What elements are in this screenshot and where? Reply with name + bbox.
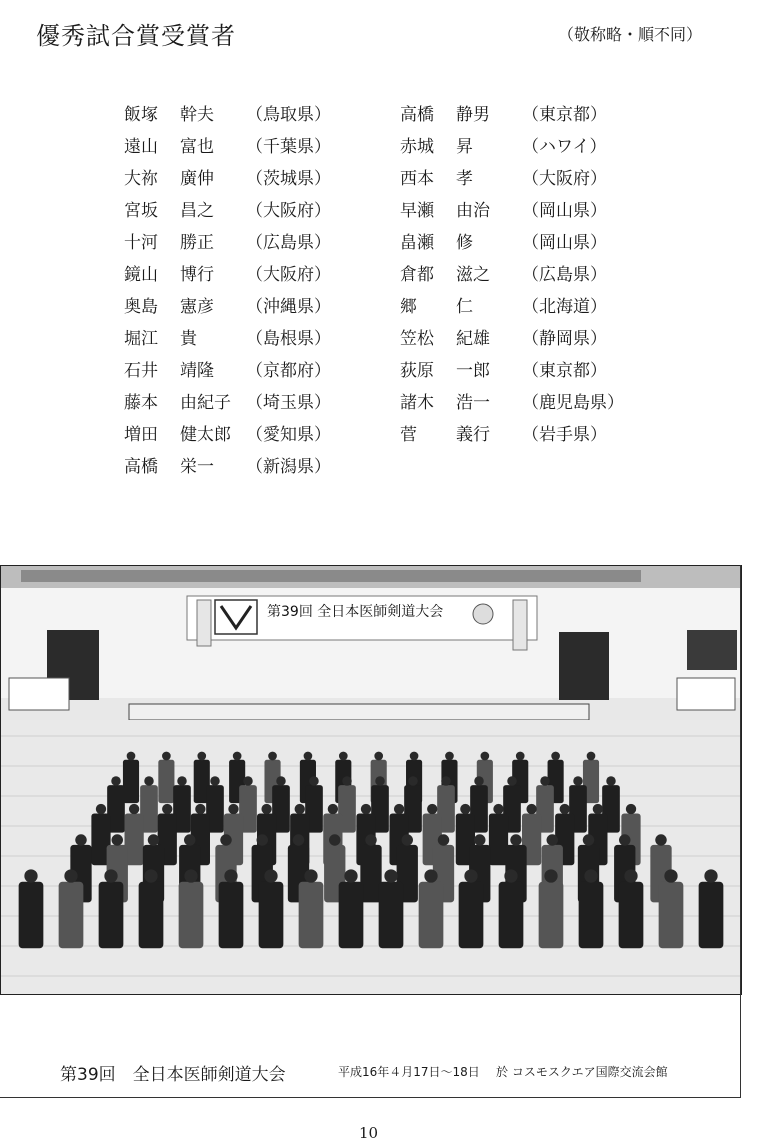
given-name: 昌之: [180, 200, 214, 221]
prefecture: （岡山県）: [522, 200, 607, 221]
right-door: [559, 632, 609, 700]
person-head: [516, 752, 525, 761]
person-head: [606, 776, 616, 786]
person-head: [184, 834, 195, 845]
family-name: 高橋: [124, 456, 158, 477]
list-item: [400, 384, 624, 416]
person-head: [148, 834, 159, 845]
person-head: [304, 869, 317, 882]
photo-caption-event: 第39回 全日本医師剣道大会: [60, 1065, 286, 1085]
person-head: [24, 869, 37, 882]
person-body: [219, 882, 244, 949]
person-head: [410, 752, 419, 761]
photo-caption-dates: 平成16年４月17日～18日: [338, 1065, 480, 1079]
person-head: [441, 776, 451, 786]
person-body: [139, 882, 164, 949]
person-head: [127, 752, 136, 761]
judges-table: [129, 704, 589, 720]
person-head: [295, 804, 305, 814]
list-item: [124, 448, 331, 480]
person-head: [344, 869, 357, 882]
given-name: 滋之: [456, 264, 490, 285]
person-head: [342, 776, 352, 786]
awardee-list-right: [400, 96, 624, 448]
family-name: 大祢: [124, 168, 158, 189]
person-body: [179, 882, 204, 949]
family-name: 諸木: [400, 392, 434, 413]
person-head: [111, 776, 121, 786]
list-item: [124, 224, 331, 256]
banner-circle-mark: [473, 604, 493, 624]
person-head: [177, 776, 187, 786]
person-head: [587, 752, 596, 761]
given-name: 義行: [456, 424, 490, 445]
family-name: 石井: [124, 360, 158, 381]
person-head: [504, 869, 517, 882]
list-item: [124, 352, 331, 384]
awardee-list-left: [124, 96, 331, 480]
given-name: 修: [456, 232, 473, 253]
prefecture: （島根県）: [246, 328, 331, 349]
family-name: 藤本: [124, 392, 158, 413]
person-head: [460, 804, 470, 814]
person-head: [664, 869, 677, 882]
person-head: [544, 869, 557, 882]
whiteboard-right: [677, 678, 735, 710]
given-name: 富也: [180, 136, 214, 157]
person-head: [365, 834, 376, 845]
person-head: [268, 752, 277, 761]
prefecture: （新潟県）: [246, 456, 331, 477]
person-body: [339, 882, 364, 949]
person-head: [210, 776, 220, 786]
given-name: 靖隆: [180, 360, 214, 381]
prefecture: （千葉県）: [246, 136, 331, 157]
prefecture: （愛知県）: [246, 424, 331, 445]
person-head: [424, 869, 437, 882]
given-name: 一郎: [456, 360, 490, 381]
person-head: [402, 834, 413, 845]
person-head: [510, 834, 521, 845]
person-head: [233, 752, 242, 761]
person-head: [626, 804, 636, 814]
person-head: [328, 804, 338, 814]
prefecture: （大阪府）: [246, 264, 331, 285]
prefecture: （広島県）: [522, 264, 607, 285]
person-head: [375, 776, 385, 786]
person-head: [619, 834, 630, 845]
person-head: [474, 776, 484, 786]
family-name: 笠松: [400, 328, 434, 349]
prefecture: （大阪府）: [246, 200, 331, 221]
prefecture: （沖縄県）: [246, 296, 331, 317]
given-name: 由紀子: [180, 392, 231, 413]
person-head: [104, 869, 117, 882]
person-head: [112, 834, 123, 845]
person-head: [243, 776, 253, 786]
person-body: [99, 882, 124, 949]
family-name: 増田: [124, 424, 158, 445]
prefecture: （茨城県）: [246, 168, 331, 189]
prefecture: （鳥取県）: [246, 104, 331, 125]
person-body: [299, 882, 324, 949]
family-name: 郷: [400, 296, 417, 317]
person-head: [129, 804, 139, 814]
person-head: [264, 869, 277, 882]
given-name: 由治: [456, 200, 490, 221]
family-name: 飯塚: [124, 104, 158, 125]
person-head: [394, 804, 404, 814]
person-head: [144, 869, 157, 882]
person-head: [573, 776, 583, 786]
person-head: [560, 804, 570, 814]
family-name: 十河: [124, 232, 158, 253]
person-head: [64, 869, 77, 882]
given-name: 博行: [180, 264, 214, 285]
person-head: [655, 834, 666, 845]
frame-line: [740, 565, 741, 1098]
list-item: [124, 256, 331, 288]
person-head: [408, 776, 418, 786]
person-head: [261, 804, 271, 814]
frame-line: [0, 1097, 741, 1098]
group-photo: [0, 565, 742, 995]
person-head: [583, 834, 594, 845]
family-name: 遠山: [124, 136, 158, 157]
given-name: 憲彦: [180, 296, 214, 317]
vertical-banner-left: [197, 600, 211, 646]
list-item: [124, 128, 331, 160]
given-name: 仁: [456, 296, 473, 317]
family-name: 鏡山: [124, 264, 158, 285]
person-head: [162, 752, 171, 761]
family-name: 荻原: [400, 360, 434, 381]
prefecture: （静岡県）: [522, 328, 607, 349]
prefecture: （岩手県）: [522, 424, 607, 445]
person-head: [427, 804, 437, 814]
person-head: [361, 804, 371, 814]
photo-caption-venue: 於 コスモスクエア国際交流会館: [496, 1065, 668, 1079]
prefecture: （鹿児島県）: [522, 392, 624, 413]
person-body: [123, 760, 139, 803]
prefecture: （岡山県）: [522, 232, 607, 253]
prefecture: （東京都）: [522, 104, 607, 125]
person-head: [374, 752, 383, 761]
list-item: [124, 160, 331, 192]
prefecture: （北海道）: [522, 296, 607, 317]
list-item: [124, 288, 331, 320]
list-item: [124, 320, 331, 352]
given-name: 勝正: [180, 232, 214, 253]
person-head: [257, 834, 268, 845]
family-name: 早瀬: [400, 200, 434, 221]
list-item: [400, 288, 624, 320]
prefecture: （埼玉県）: [246, 392, 331, 413]
family-name: 高橋: [400, 104, 434, 125]
given-name: 栄一: [180, 456, 214, 477]
person-body: [360, 845, 381, 902]
person-head: [547, 834, 558, 845]
list-item: [400, 192, 624, 224]
family-name: 畠瀬: [400, 232, 434, 253]
prefecture: （大阪府）: [522, 168, 607, 189]
prefecture: （ハワイ）: [522, 136, 607, 157]
family-name: 菅: [400, 424, 417, 445]
person-head: [584, 869, 597, 882]
person-head: [540, 776, 550, 786]
vertical-banner-right: [513, 600, 527, 650]
person-body: [659, 882, 684, 949]
person-head: [220, 834, 231, 845]
person-body: [19, 882, 44, 949]
given-name: 静男: [456, 104, 490, 125]
family-name: 倉都: [400, 264, 434, 285]
list-item: [124, 416, 331, 448]
person-head: [162, 804, 172, 814]
person-head: [224, 869, 237, 882]
family-name: 赤城: [400, 136, 434, 157]
family-name: 奥島: [124, 296, 158, 317]
list-item: [124, 384, 331, 416]
given-name: 廣伸: [180, 168, 214, 189]
prefecture: （広島県）: [246, 232, 331, 253]
person-body: [419, 882, 444, 949]
list-item: [400, 128, 624, 160]
page-number: 10: [359, 1124, 379, 1142]
given-name: 貴: [180, 328, 197, 349]
person-head: [276, 776, 286, 786]
given-name: 幹夫: [180, 104, 214, 125]
window-strip: [21, 570, 641, 582]
person-body: [259, 882, 284, 949]
person-head: [293, 834, 304, 845]
list-item: [400, 416, 624, 448]
person-body: [539, 882, 564, 949]
person-body: [579, 882, 604, 949]
list-item: [124, 192, 331, 224]
list-item: [400, 256, 624, 288]
list-item: [124, 96, 331, 128]
person-head: [75, 834, 86, 845]
whiteboard-left: [9, 678, 69, 710]
person-head: [329, 834, 340, 845]
person-body: [158, 760, 174, 803]
person-body: [499, 882, 524, 949]
prefecture: （東京都）: [522, 360, 607, 381]
person-head: [464, 869, 477, 882]
person-head: [304, 752, 313, 761]
family-name: 宮坂: [124, 200, 158, 221]
banner-text: 第39回 全日本医師剣道大会: [267, 604, 444, 620]
list-item: [400, 96, 624, 128]
person-head: [445, 752, 454, 761]
prefecture: （京都府）: [246, 360, 331, 381]
person-head: [438, 834, 449, 845]
person-head: [493, 804, 503, 814]
given-name: 健太郎: [180, 424, 231, 445]
given-name: 紀雄: [456, 328, 490, 349]
person-head: [474, 834, 485, 845]
page-title: 優秀試合賞受賞者: [36, 22, 236, 50]
person-head: [384, 869, 397, 882]
person-body: [489, 813, 508, 865]
person-body: [59, 882, 84, 949]
person-head: [195, 804, 205, 814]
list-item: [400, 224, 624, 256]
person-head: [526, 804, 536, 814]
person-head: [144, 776, 154, 786]
honorific-note: （敬称略・順不同）: [557, 25, 702, 44]
given-name: 昇: [456, 136, 473, 157]
person-body: [459, 882, 484, 949]
list-item: [400, 320, 624, 352]
person-head: [228, 804, 238, 814]
given-name: 孝: [456, 168, 473, 189]
person-head: [184, 869, 197, 882]
person-head: [339, 752, 348, 761]
family-name: 西本: [400, 168, 434, 189]
person-head: [309, 776, 319, 786]
list-item: [400, 352, 624, 384]
person-body: [699, 882, 724, 949]
group-photo-illustration: [1, 566, 741, 994]
person-body: [379, 882, 404, 949]
person-head: [197, 752, 206, 761]
person-head: [624, 869, 637, 882]
list-item: [400, 160, 624, 192]
person-head: [481, 752, 490, 761]
person-body: [619, 882, 644, 949]
person-head: [507, 776, 517, 786]
given-name: 浩一: [456, 392, 490, 413]
scoreboard: [687, 630, 737, 670]
person-head: [551, 752, 560, 761]
person-head: [704, 869, 717, 882]
person-head: [96, 804, 106, 814]
family-name: 堀江: [124, 328, 158, 349]
person-head: [593, 804, 603, 814]
